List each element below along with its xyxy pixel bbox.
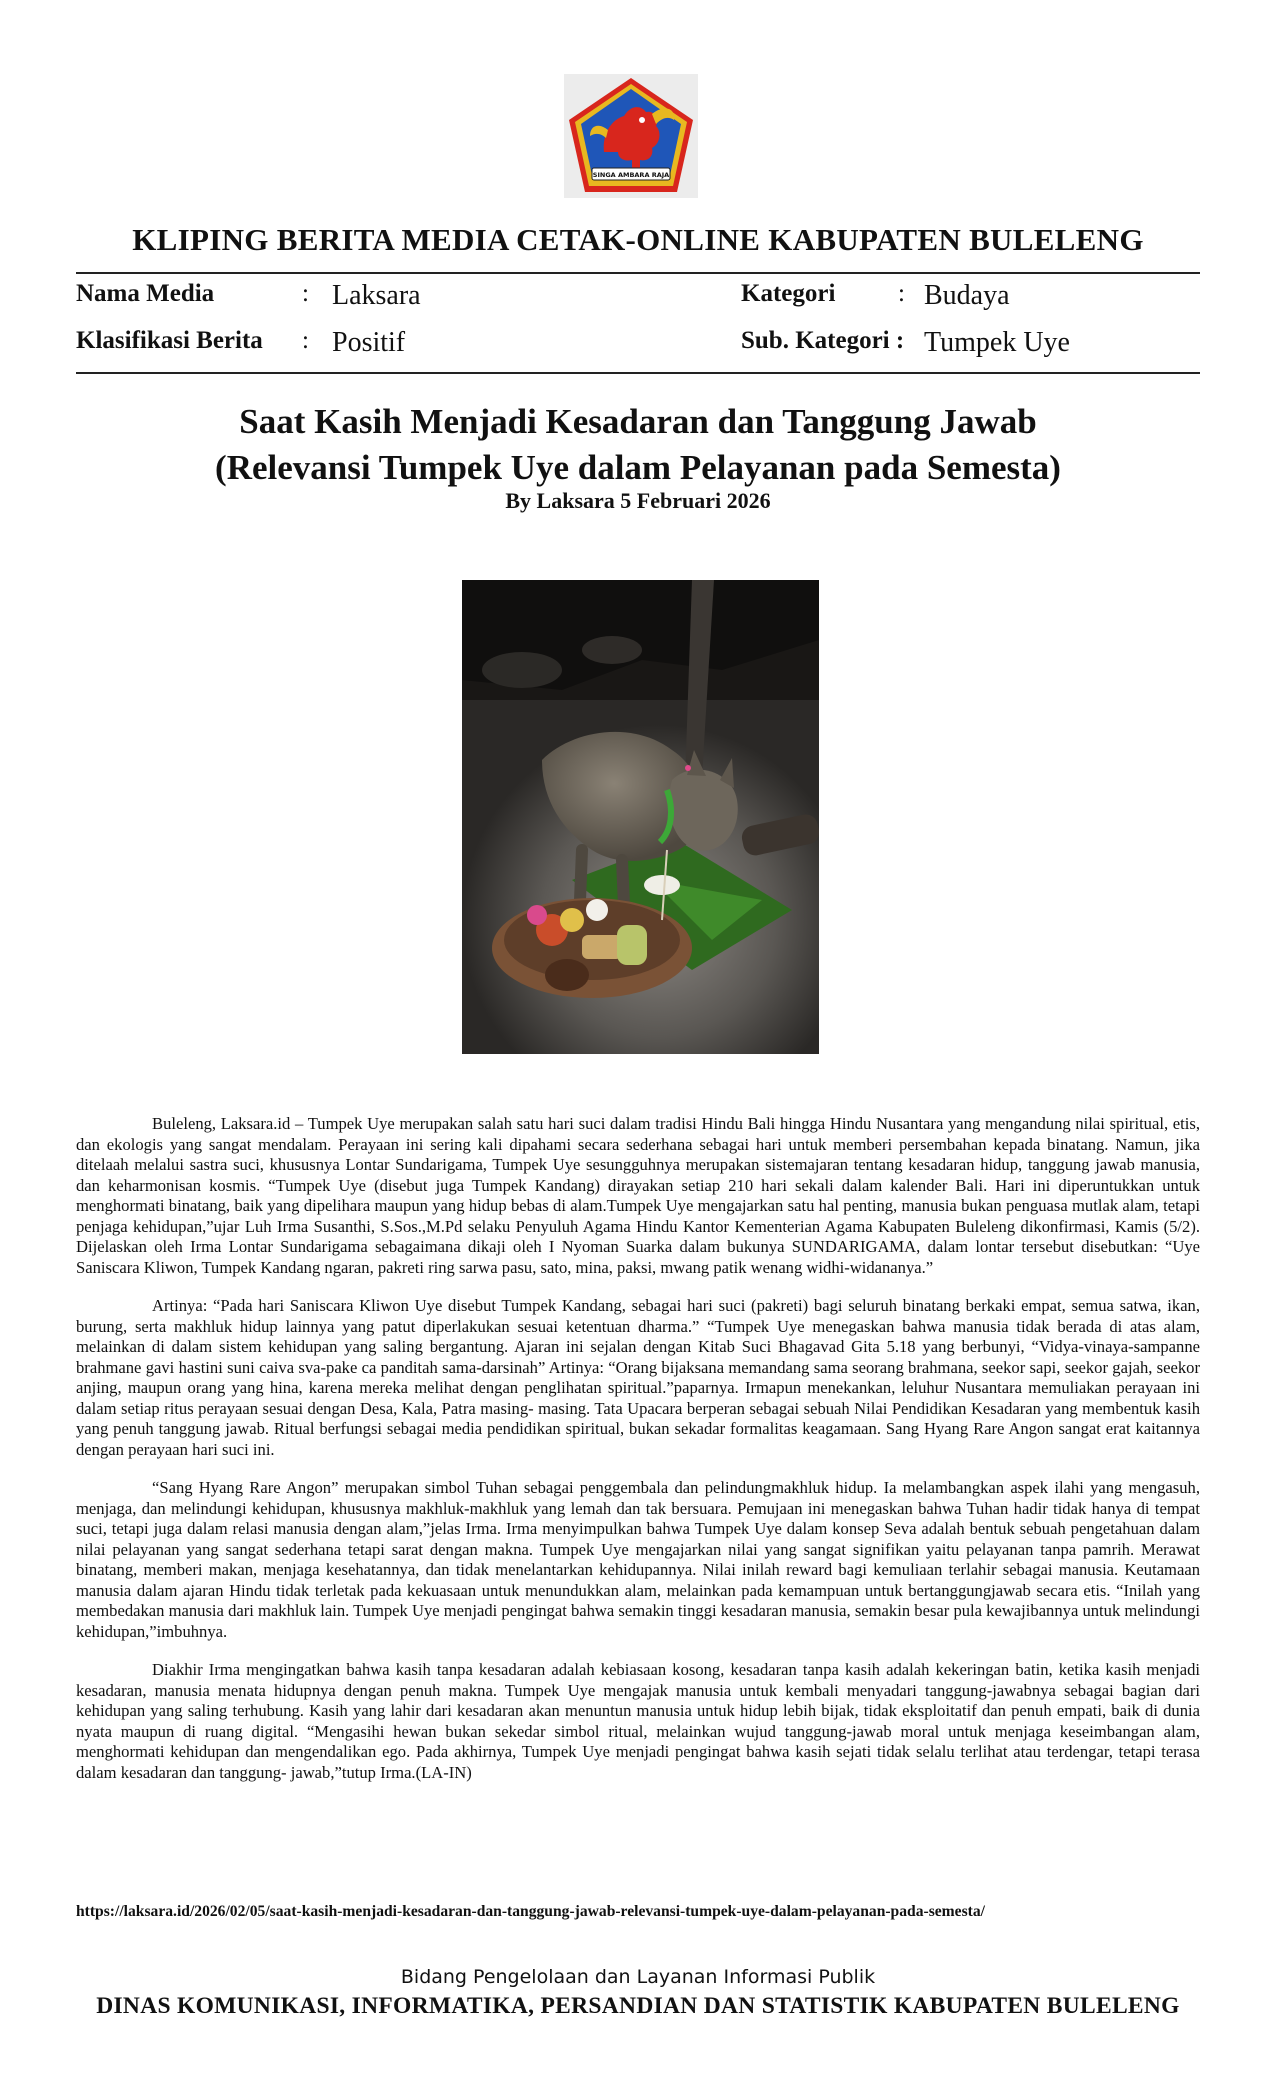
kliping-title: KLIPING BERITA MEDIA CETAK-ONLINE KABUPATEN BULELENG [132,222,1144,257]
sub-kategori-value: Tumpek Uye [924,327,1070,358]
article-headline: Saat Kasih Menjadi Kesadaran dan Tanggung Jawab [239,402,1037,441]
klasifikasi-colon: : [302,327,309,354]
kategori-label: Kategori [741,280,836,307]
article-paragraph-2: Artinya: “Pada hari Saniscara Kliwon Uye disebut Tumpek Kandang, sebagai hari suci (pakreti) bagi seluruh binatang berkaki empat, semua satwa, ikan, burung, serta makhluk hidup lainnya yang patut diperlakukan sesuai ketentuan dharma.” “Tumpek Uye menegaskan bahwa manusia tidak berada di atas alam, melainkan di dalam sistem kehidupan yang saling bergantung. Ajaran ini sejalan dengan Kitab Suci Bhagavad Gita 5.18 yang berbunyi, “Vidya-vinaya-sampanne brahmane gavi hastini suni caiva sva-pake ca panditah sama-darsinah” Artinya: “Orang bijaksana memandang sama seorang brahmana, seekor sapi, seekor gajah, seekor anjing, maupun orang yang hina, karena mereka melihat dengan penglihatan spiritual.”paparnya. Irmapun menekankan, leluhur Nusantara memuliakan perayaan ini dalam setiap ritus perayaan sesuai dengan Desa, Kala, Patra masing- masing. Tata Upacara berperan sebagai sebuah Nilai Pendidikan Kesadaran yang membentuk kasih yang penuh tanggung jawab. Ritual berfungsi sebagai media pendidikan spiritual, bukan sekadar formalitas keagamaan. Sang Hyang Rare Angon sangat erat kaitannya dengan perayaan hari suci ini. [76,1296,1200,1459]
buleleng-regency-logo [564,74,698,198]
article-paragraph-4: Diakhir Irma mengingatkan bahwa kasih tanpa kesadaran adalah kebiasaan kosong, kesadaran tanpa kasih adalah kekeringan batin, ketika kasih menjadi kesadaran, manusia menata hidupnya dengan penuh makna. Tumpek Uye mengajak manusia untuk kembali menyadari tanggung-jawabnya sebagai bagian dari kehidupan yang saling terhubung. Kasih yang lahir dari kesadaran akan menuntun manusia untuk hidup lebih bijak, tidak eksploitatif dan penuh empati, baik di dunia nyata maupun di ruang digital. “Mengasihi hewan bukan sekedar simbol ritual, melainkan wujud tanggung-jawab moral untuk menjaga keseimbangan alam, menghormati kehidupan dan mengendalikan ego. Pada akhirnya, Tumpek Uye menjadi pengingat bahwa kasih sejati tidak selalu terlihat atau terdengar, tetapi terasa dalam kesadaran dan tanggung- jawab,”tutup Irma.(LA-IN) [76,1660,1200,1782]
klasifikasi-label: Klasifikasi Berita [76,327,263,354]
header-divider-bottom [76,372,1200,374]
kategori-value: Budaya [924,280,1010,311]
source-url: https://laksara.id/2026/02/05/saat-kasih-menjadi-kesadaran-dan-tanggung-jawab-relevansi-tumpek-uye-dalam-pelayanan-pada-semesta/ [76,1903,985,1920]
article-body [76,1114,1200,1801]
nama-media-value: Laksara [332,280,421,311]
article-byline: By Laksara 5 Februari 2026 [505,488,771,513]
footer-department: Bidang Pengelolaan dan Layanan Informasi Publik [400,1966,876,1988]
article-photo [462,580,819,1054]
article-subheadline: (Relevansi Tumpek Uye dalam Pelayanan pada Semesta) [215,448,1061,487]
footer-agency: DINAS KOMUNIKASI, INFORMATIKA, PERSANDIAN DAN STATISTIK KABUPATEN BULELENG [96,1993,1180,2019]
nama-media-colon: : [302,280,309,307]
logo-motto: SINGA AMBARA RAJA [592,171,670,179]
kategori-colon: : [898,280,905,307]
sub-kategori-label: Sub. Kategori : [741,327,905,354]
article-paragraph-1: Buleleng, Laksara.id – Tumpek Uye merupakan salah satu hari suci dalam tradisi Hindu Bali hingga Hindu Nusantara yang mengandung nilai spiritual, etis, dan ekologis yang sangat mendalam. Perayaan ini sering kali dipahami secara sederhana sebagai hari untuk memberi persembahan kepada binatang. Namun, jika ditelaah melalui sastra suci, khususnya Lontar Sundarigama, Tumpek Uye sesungguhnya merupakan sistemajaran tentang kesadaran hidup, tanggung jawab manusia, dan keharmonisan kosmis. “Tumpek Uye (disebut juga Tumpek Kandang) dirayakan setiap 210 hari sekali dalam kalender Bali. Hari ini diperuntukkan untuk menghormati binatang, baik yang dipelihara maupun yang hidup bebas di alam.Tumpek Uye mengajarkan satu hal penting, manusia bukan penguasa mutlak alam, tetapi penjaga kehidupan,”ujar Luh Irma Susanthi, S.Sos.,M.Pd selaku Penyuluh Agama Hindu Kantor Kementerian Agama Kabupaten Buleleng dikonfirmasi, Kamis (5/2). Dijelaskan oleh Irma Lontar Sundarigama sebagaimana dikaji oleh I Nyoman Suarka dalam bukunya SUNDARIGAMA, dalam lontar tersebut disebutkan: “Uye Saniscara Kliwon, Tumpek Kandang ngaran, pakreti ring sarwa pasu, sato, mina, paksi, mwang patik wenang widhi-widananya.” [76,1114,1200,1277]
klasifikasi-value: Positif [332,327,406,358]
header-divider-top [76,272,1200,274]
nama-media-label: Nama Media [76,280,215,307]
article-paragraph-3: “Sang Hyang Rare Angon” merupakan simbol Tuhan sebagai penggembala dan pelindungmakhluk hidup. Ia melambangkan aspek ilahi yang mengasuh, menjaga, dan melindungi kehidupan, khususnya makhluk-makhluk yang lemah dan tak bersuara. Pemujaan ini menegaskan bahwa Tuhan hadir tidak hanya di tempat suci, tetapi juga dalam relasi manusia dengan alam,”jelas Irma. Irma menyimpulkan bahwa Tumpek Uye dalam konsep Seva adalah bentuk sebuah pengetahuan dalam nilai pelayanan yang sangat sederhana tetapi sarat dengan makna. Tumpek Uye mengajarkan nilai yang sangat signifikan yaitu pelayanan tanpa pamrih. Merawat binatang, memberi makan, menjaga kesehatannya, dan tidak menelantarkan kehidupannya. Nilai inilah reward bagi kemuliaan terlahir sebagai manusia. Keutamaan manusia dalam ajaran Hindu tidak terletak pada kekuasaan untuk menundukkan alam, melainkan pada kemampuan untuk bertanggungjawab secara etis. “Inilah yang membedakan manusia dari makhluk lain. Tumpek Uye menjadi pengingat bahwa semakin tinggi kesadaran manusia, semakin besar pula kewajibannya untuk melindungi kehidupan,”imbuhnya. [76,1478,1200,1641]
